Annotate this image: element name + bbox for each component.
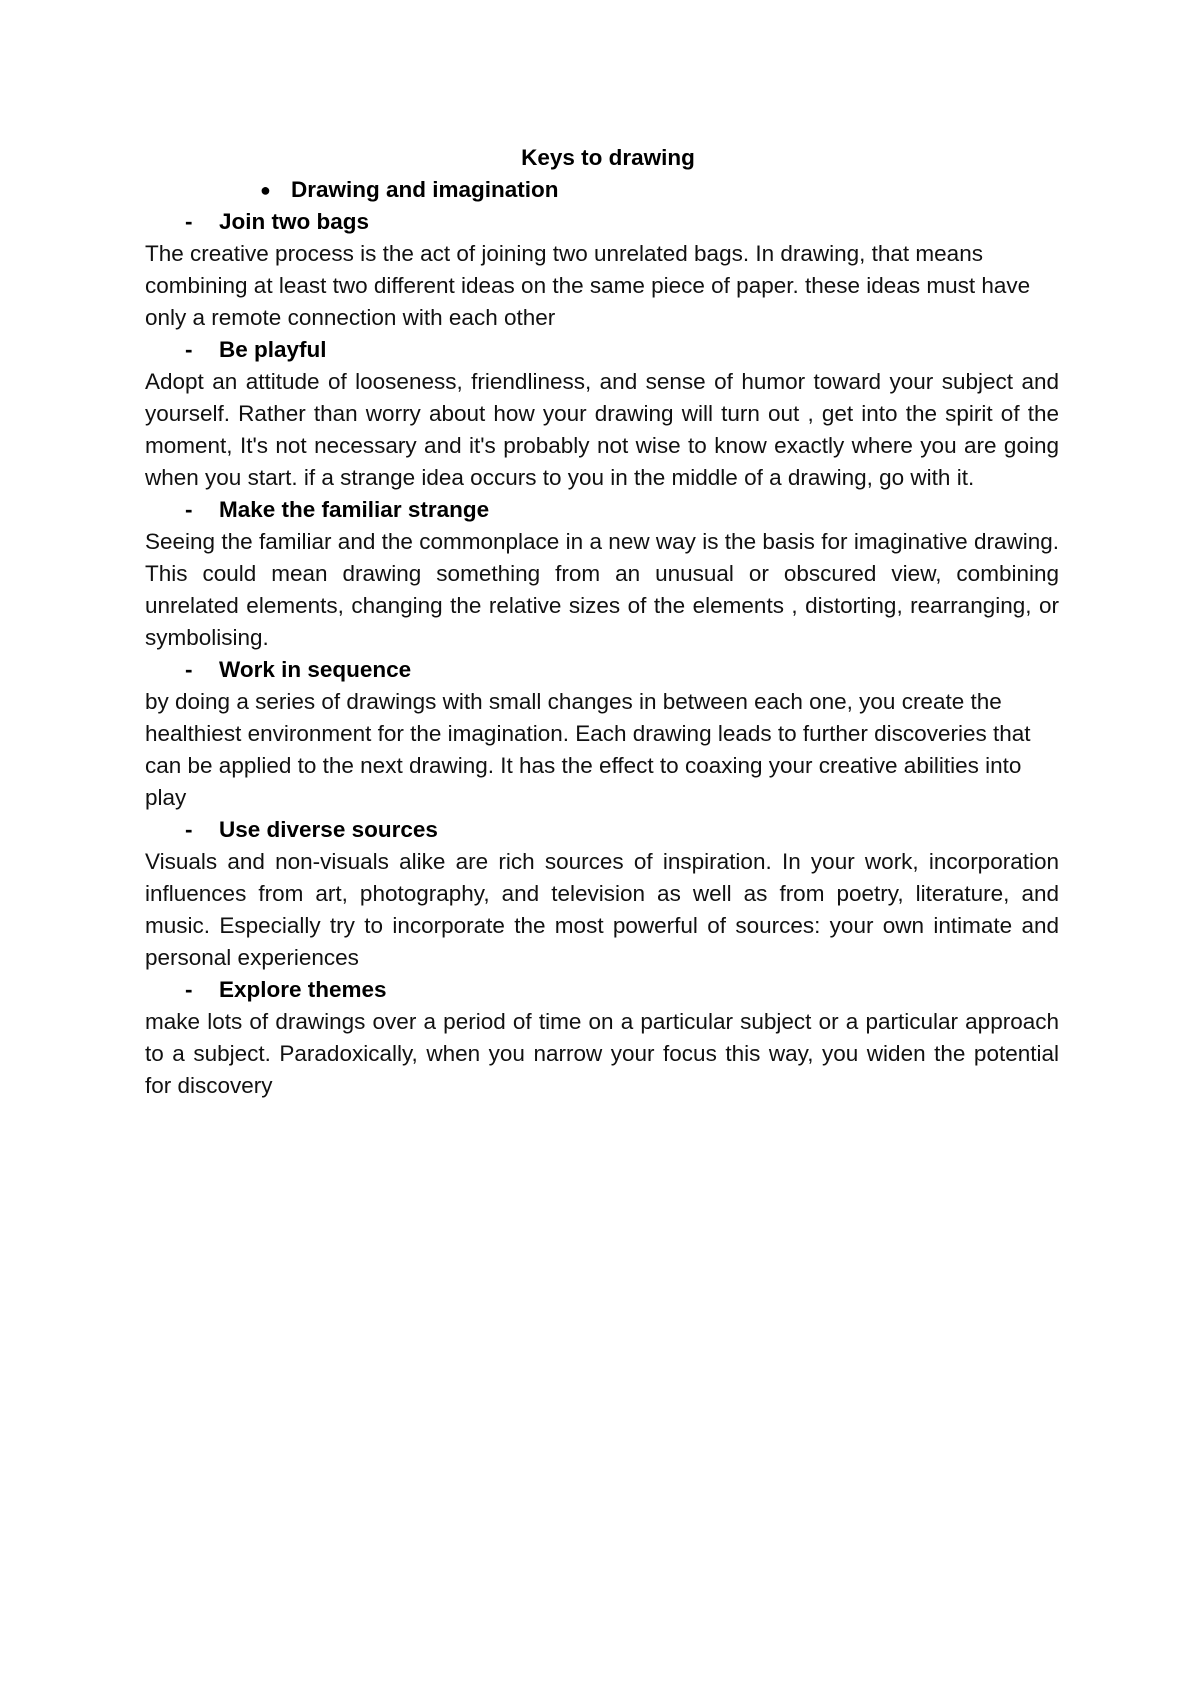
document-body <box>145 142 1059 1102</box>
item-heading-use-diverse-sources <box>145 814 1059 846</box>
item-body-explore-themes: make lots of drawings over a period of time on a particular subject or a particular approach to a subject. Paradoxically, when you narrow your focus this way, you widen the potential for discovery <box>145 1009 1059 1098</box>
item-body-work-in-sequence: by doing a series of drawings with small changes in between each one, you create the healthiest environment for the imagination. Each drawing leads to further discoveries that can be applied to the next drawing. It has the effect to coaxing your creative abilities into play <box>145 689 1031 810</box>
item-body-use-diverse-sources: Visuals and non-visuals alike are rich sources of inspiration. In your work, incorporation influences from art, photography, and television as well as from poetry, literature, and music. Especially try to incorporate the most powerful of sources: your own intimate and personal experiences <box>145 849 1059 970</box>
document-title: Keys to drawing <box>521 145 695 170</box>
section-heading <box>145 174 1059 206</box>
item-heading-label: Use diverse sources <box>219 817 438 842</box>
dash-marker: - <box>185 977 193 1002</box>
item-heading-label: Make the familiar strange <box>219 497 490 522</box>
item-heading-join-two-bags <box>145 206 1059 238</box>
item-heading-be-playful <box>145 334 1059 366</box>
item-heading-label: Be playful <box>219 337 327 362</box>
dash-marker: - <box>185 657 193 682</box>
dash-marker: - <box>185 209 193 234</box>
item-body-be-playful: Adopt an attitude of looseness, friendliness, and sense of humor toward your subject and yourself. Rather than worry about how your drawing will turn out , get into the spirit of the moment, It's not necessary and it's probably not wise to know exactly where you are going when you start. if a strange idea occurs to you in the middle of a drawing, go with it. <box>145 369 1059 490</box>
item-heading-label: Explore themes <box>219 977 387 1002</box>
section-heading-label: Drawing and imagination <box>291 177 559 202</box>
item-body-make-the-familiar-strange: Seeing the familiar and the commonplace in a new way is the basis for imaginative drawing. This could mean drawing something from an unusual or obscured view, combining unrelated elements, changing the relative sizes of the elements , distorting, rearranging, or symbolising. <box>145 529 1059 650</box>
bullet-icon: ● <box>260 180 271 200</box>
item-body-join-two-bags: The creative process is the act of joining two unrelated bags. In drawing, that means combining at least two different ideas on the same piece of paper. these ideas must have only a remote connection with each other <box>145 241 1031 330</box>
dash-marker: - <box>185 817 193 842</box>
item-heading-work-in-sequence <box>145 654 1059 686</box>
item-heading-make-the-familiar-strange <box>145 494 1059 526</box>
dash-marker: - <box>185 337 193 362</box>
dash-marker: - <box>185 497 193 522</box>
item-heading-label: Work in sequence <box>219 657 412 682</box>
item-heading-explore-themes <box>145 974 1059 1006</box>
item-heading-label: Join two bags <box>219 209 370 234</box>
